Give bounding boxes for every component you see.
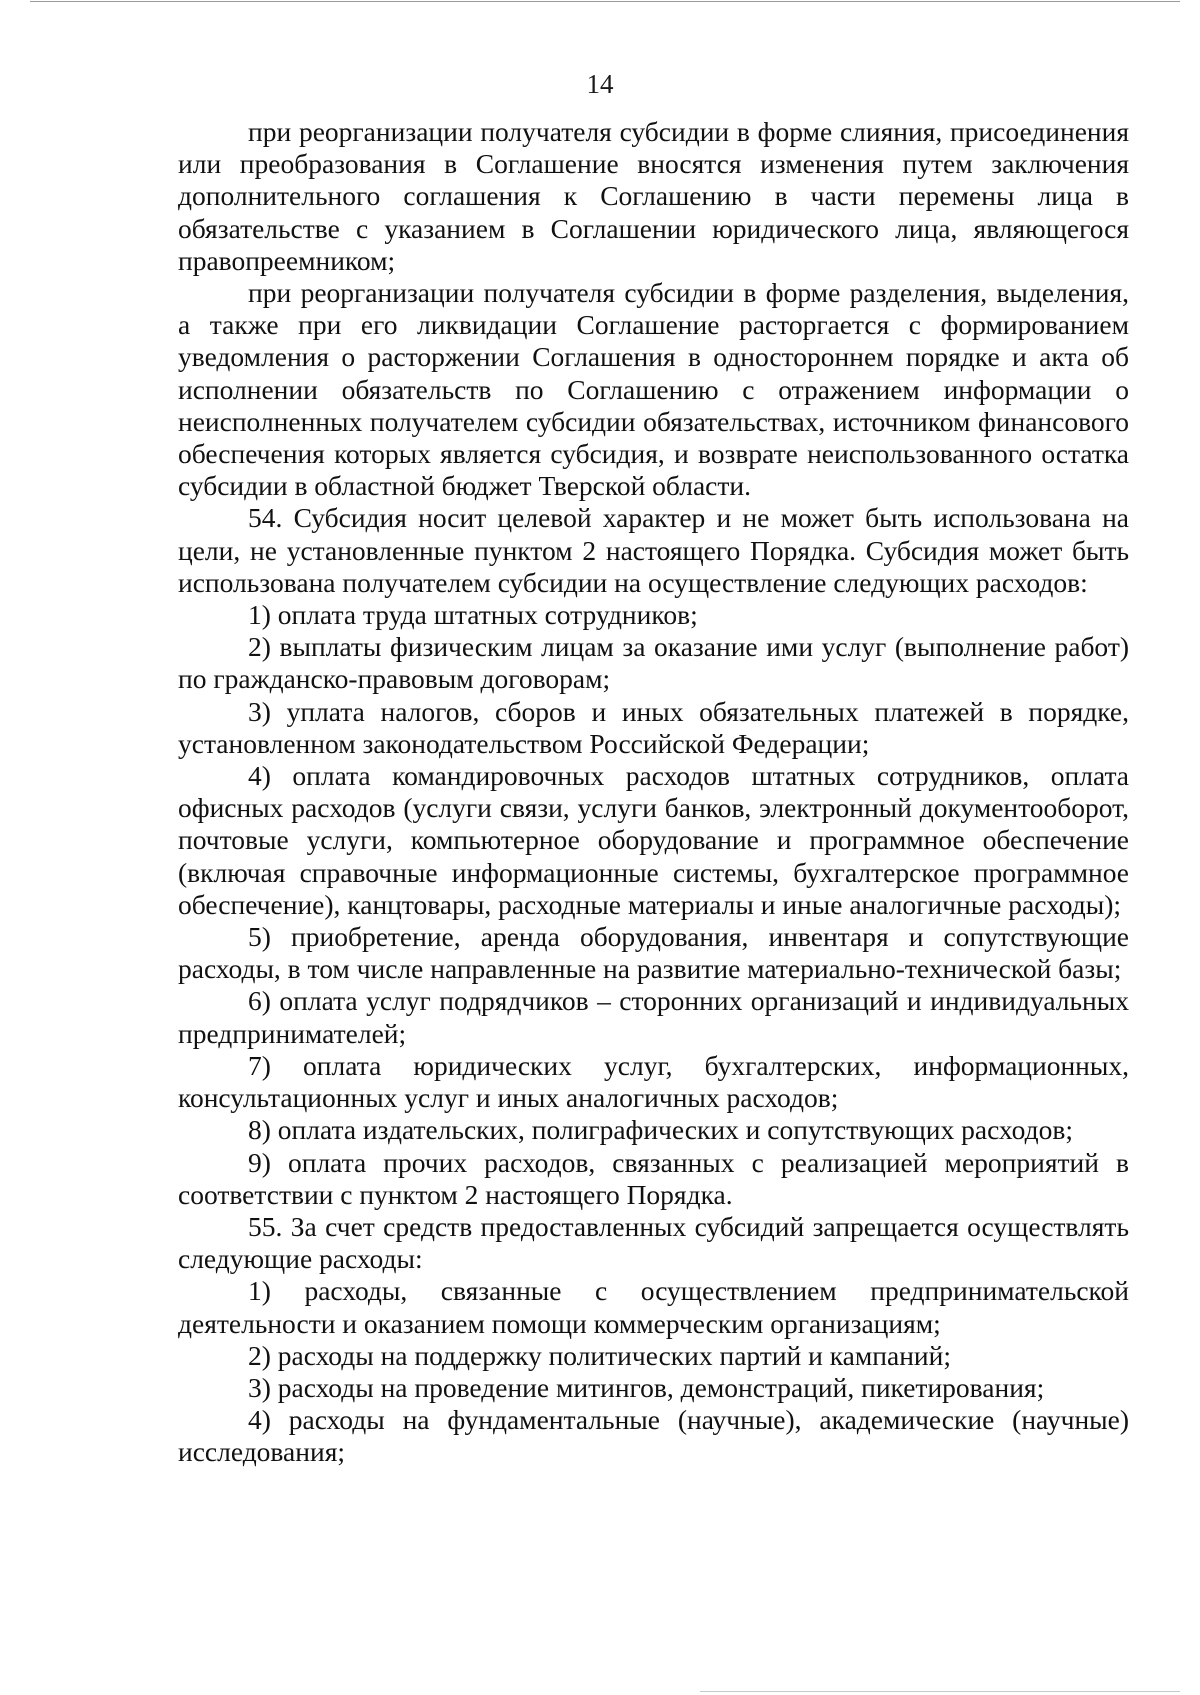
scan-bottom-edge <box>700 1691 1180 1692</box>
list-item-54-7: 7) оплата юридических услуг, бухгалтерских, информационных, консультационных услуг и иных аналогичных расходов; <box>178 1049 1129 1114</box>
list-item-55-1: 1) расходы, связанные с осуществлением предпринимательской деятельности и оказанием помощи коммерческим организациям; <box>178 1275 1129 1339</box>
list-item-55-3: 3) расходы на проведение митингов, демонстраций, пикетирования; <box>248 1371 1045 1403</box>
list-item-54-3: 3) уплата налогов, сборов и иных обязательных платежей в порядке, установленном законодательством Российской Федерации; <box>178 695 1129 759</box>
list-item-54-5: 5) приобретение, аренда оборудования, инвентаря и сопутствующие расходы, в том числе направленные на развитие материально-технической базы; <box>178 921 1129 985</box>
scan-top-edge <box>30 1 1180 2</box>
paragraph-clause-54: 54. Субсидия носит целевой характер и не может быть использована на цели, не установленные пунктом 2 настоящего Порядка. Субсидия может быть использована получателем субсидии на осуществление следующих расходов: <box>178 502 1129 598</box>
list-item-55-2: 2) расходы на поддержку политических партий и кампаний; <box>248 1339 951 1371</box>
list-item-54-8: 8) оплата издательских, полиграфических и сопутствующих расходов; <box>248 1114 1073 1146</box>
list-item-54-6: 6) оплата услуг подрядчиков – сторонних организаций и индивидуальных предпринимателей; <box>178 985 1129 1049</box>
paragraph-clause-55: 55. За счет средств предоставленных субсидий запрещается осуществлять следующие расходы: <box>178 1210 1129 1275</box>
paragraph-reorganization-merger: при реорганизации получателя субсидии в форме слияния, присоединения или преобразования в Соглашение вносятся изменения путем заключения дополнительного соглашения к Соглашению в части перемены лица в обязательстве с указанием в Соглашении юридического лица, являющегося правопреемником; <box>178 116 1129 276</box>
page-number: 14 <box>586 69 614 99</box>
list-item-55-4: 4) расходы на фундаментальные (научные), академические (научные) исследования; <box>178 1404 1129 1468</box>
list-item-54-9: 9) оплата прочих расходов, связанных с реализацией мероприятий в соответствии с пунктом 2 настоящего Порядка. <box>178 1146 1129 1210</box>
list-item-54-1: 1) оплата труда штатных сотрудников; <box>248 599 698 631</box>
list-item-54-2: 2) выплаты физическим лицам за оказание ими услуг (выполнение работ) по гражданско-правовым договорам; <box>178 631 1129 695</box>
list-item-54-4: 4) оплата командировочных расходов штатных сотрудников, оплата офисных расходов (услуги связи, услуги банков, электронный документооборот, почтовые услуги, компьютерное оборудование и программное обеспечение (включая справочные информационные системы, бухгалтерское программное обеспечение), канцтовары, расходные материалы и иные аналогичные расходы); <box>178 760 1129 920</box>
paragraph-reorganization-division: при реорганизации получателя субсидии в форме разделения, выделения, а также при его ликвидации Соглашение расторгается с формированием уведомления о расторжении Соглашения в одностороннем порядке и акта об исполнении обязательств по Соглашению с отражением информации о неисполненных получателем субсидии обязательствах, источником финансового обеспечения которых является субсидия, и возврате неиспользованного остатка субсидии в областной бюджет Тверской области. <box>178 277 1129 502</box>
document-body <box>178 116 1129 1469</box>
